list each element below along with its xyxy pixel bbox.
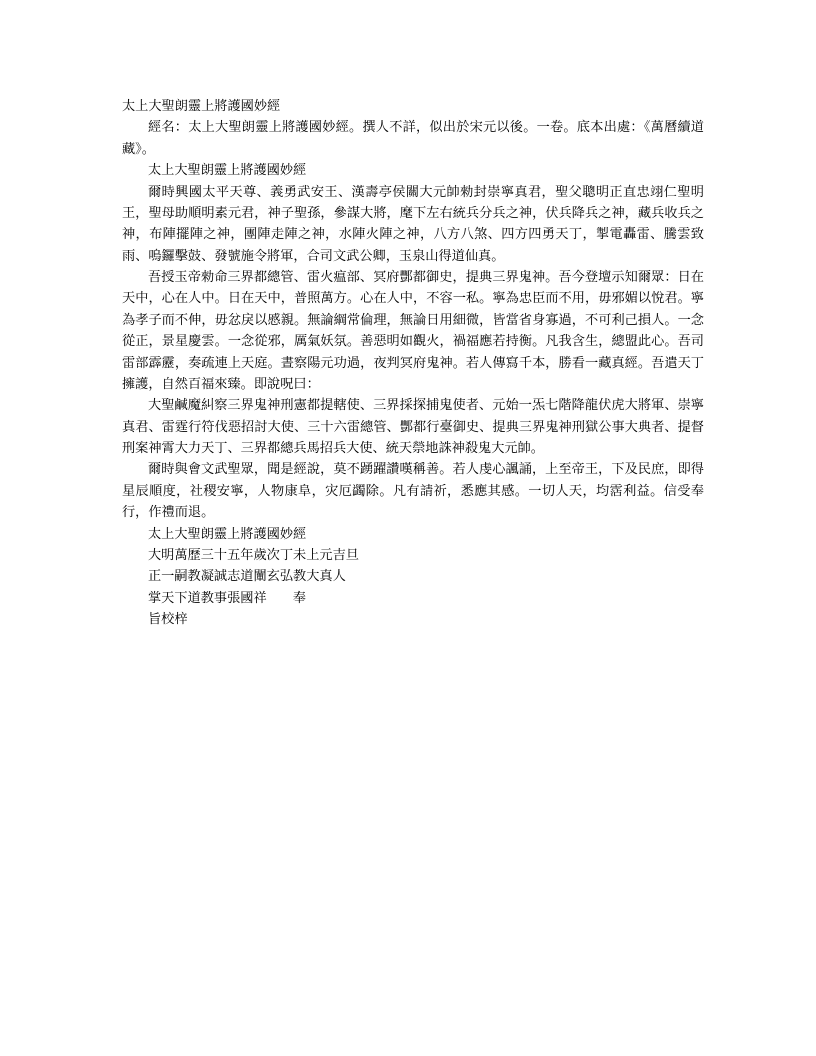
scripture-title-inner: 太上大聖朗靈上將護國妙經: [148, 163, 307, 179]
scripture-abstract: 經名：太上大聖朗靈上將護國妙經。撰人不詳，似出於宋元以後。一卷。底本出處：《萬曆續道藏》。: [122, 120, 704, 157]
scripture-title-bottom: 太上大聖朗靈上將護國妙經: [148, 526, 307, 542]
scripture-paragraph-1: 爾時興國太平天尊、義勇武安王、漢壽亭侯關大元帥勑封崇寧真君，聖父聰明正直忠翊仁聖明王，聖母助順明素元君，神子聖孫，參謀大將，麾下左右統兵分兵之神，伏兵降兵之神，藏兵收兵之神，布陣擺陣之神，團陣走陣之神，水陣火陣之神，八方八煞、四方四勇天丁，掣電轟雷、騰雲致雨、嗚鑼擊鼓、發號施令將軍，合司文武公卿，玉泉山得道仙真。: [122, 184, 704, 264]
scripture-paragraph-3: 大聖鹹魔糾察三界鬼神刑憲都提轄使、三界採探捕鬼使者、元始一炁七階降龍伏虎大將軍、崇寧真君、雷霆行符伐惡招討大使、三十六雷總管、酆都行臺御史、提典三界鬼神刑獄公事大典者、提督刑案神霄大力天丁、三界都總兵馬招兵大使、統天禜地誅神殺鬼大元帥。: [122, 398, 704, 456]
signature-trailing: 奉: [292, 590, 306, 606]
colophon-title: 正一嗣教凝誠志道闡玄弘教大真人: [148, 569, 346, 585]
signature-name: 掌天下道教事張國祥: [148, 590, 267, 606]
colophon-date: 大明萬歷三十五年歲次丁未上元吉旦: [148, 547, 359, 563]
document-body: [122, 96, 704, 630]
scripture-paragraph-4: 爾時與會文武聖眾，聞是經說，莫不踴躍讚嘆稱善。若人虔心諷誦，上至帝王，下及民庶，即得星辰順度，社稷安寧，人物康阜，灾厄蠲除。凡有請祈，悉應其感。一切人天，均霑利益。信受奉行，作禮而退。: [122, 462, 704, 521]
scripture-paragraph-2: 吾授玉帝勑命三界都總管、雷火瘟部、冥府酆都御史，提典三界鬼神。吾今登壇示知爾眾：日在天中，心在人中。日在天中，普照萬方。心在人中，不容一私。寧為忠臣而不用，毋邪媚以悅君。寧為孝子而不伸，毋忿戾以慼親。無論綱常倫理，無論日用細微，皆當省身寡過，不可利己損人。一念從正，景星慶雲。一念從邪，厲氣妖氛。善惡明如觀火，禍福應若持衡。凡我含生，總盟此心。吾司雷部霹靂，奏疏連上天庭。晝察陽元功過，夜判冥府鬼神。若人傳寫千本，勝看一藏真經。吾遣天丁擁護，自然百福來臻。即說呪曰：: [122, 270, 704, 392]
scripture-title-top: 太上大聖朗靈上將護國妙經: [122, 99, 281, 114]
colophon-imprint: 旨校梓: [148, 612, 188, 627]
colophon-signature-line: [122, 588, 704, 609]
